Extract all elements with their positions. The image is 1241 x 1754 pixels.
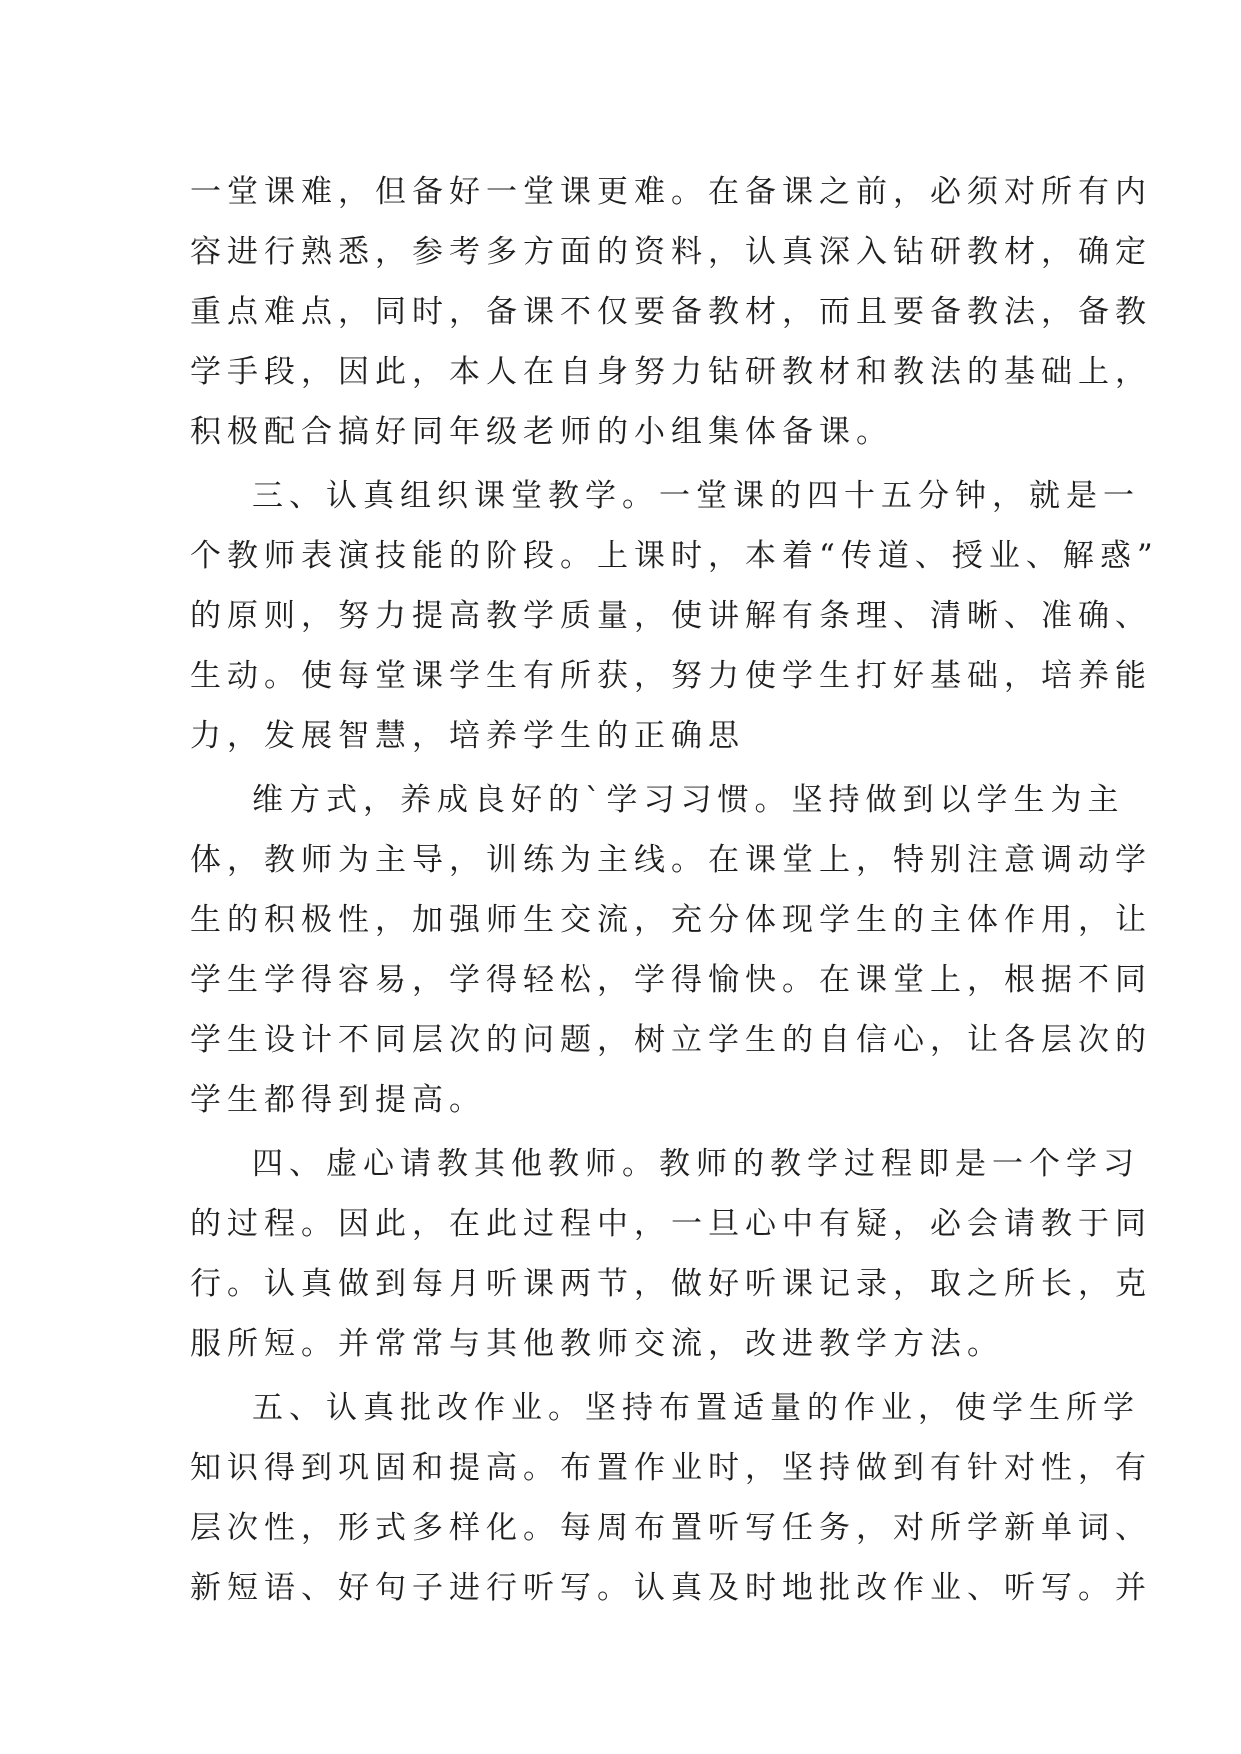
paragraph-start-line: 四、虚心请教其他教师。教师的教学过程即是一个学习 xyxy=(252,1146,1140,1182)
text-line: 学生设计不同层次的问题，树立学生的自信心，让各层次的 xyxy=(190,1022,1152,1058)
text-line: 新短语、好句子进行听写。认真及时地批改作业、听写。并 xyxy=(190,1570,1152,1606)
document-body xyxy=(190,162,1159,1618)
text-line: 个教师表演技能的阶段。上课时，本着“传道、授业、解惑” xyxy=(190,538,1159,574)
text-line: 学手段，因此，本人在自身努力钻研教材和教法的基础上， xyxy=(190,354,1152,390)
text-line: 重点难点，同时，备课不仅要备教材，而且要备教法，备教 xyxy=(190,294,1152,330)
text-line: 积极配合搞好同年级老师的小组集体备课。 xyxy=(190,414,893,450)
text-line: 知识得到巩固和提高。布置作业时，坚持做到有针对性，有 xyxy=(190,1450,1152,1486)
text-line: 服所短。并常常与其他教师交流，改进教学方法。 xyxy=(190,1326,1004,1362)
text-line: 体，教师为主导，训练为主线。在课堂上，特别注意调动学 xyxy=(190,842,1152,878)
text-line: 力，发展智慧，培养学生的正确思 xyxy=(190,718,745,754)
text-line: 生的积极性，加强师生交流，充分体现学生的主体作用，让 xyxy=(190,902,1152,938)
text-line: 层次性，形式多样化。每周布置听写任务，对所学新单词、 xyxy=(190,1510,1152,1546)
paragraph-start-line: 五、认真批改作业。坚持布置适量的作业，使学生所学 xyxy=(252,1390,1140,1426)
text-line: 容进行熟悉，参考多方面的资料，认真深入钻研教材，确定 xyxy=(190,234,1152,270)
text-line: 一堂课难，但备好一堂课更难。在备课之前，必须对所有内 xyxy=(190,174,1152,210)
text-line: 的过程。因此，在此过程中，一旦心中有疑，必会请教于同 xyxy=(190,1206,1152,1242)
text-line: 的原则，努力提高教学质量，使讲解有条理、清晰、准确、 xyxy=(190,598,1152,634)
text-line: 行。认真做到每月听课两节，做好听课记录，取之所长，克 xyxy=(190,1266,1152,1302)
paragraph-start-line: 维方式，养成良好的`学习习惯。坚持做到以学生为主 xyxy=(252,782,1125,818)
paragraph-start-line: 三、认真组织课堂教学。一堂课的四十五分钟，就是一 xyxy=(252,478,1140,514)
text-line: 生动。使每堂课学生有所获，努力使学生打好基础，培养能 xyxy=(190,658,1152,694)
text-line: 学生学得容易，学得轻松，学得愉快。在课堂上，根据不同 xyxy=(190,962,1152,998)
text-line: 学生都得到提高。 xyxy=(190,1082,486,1118)
